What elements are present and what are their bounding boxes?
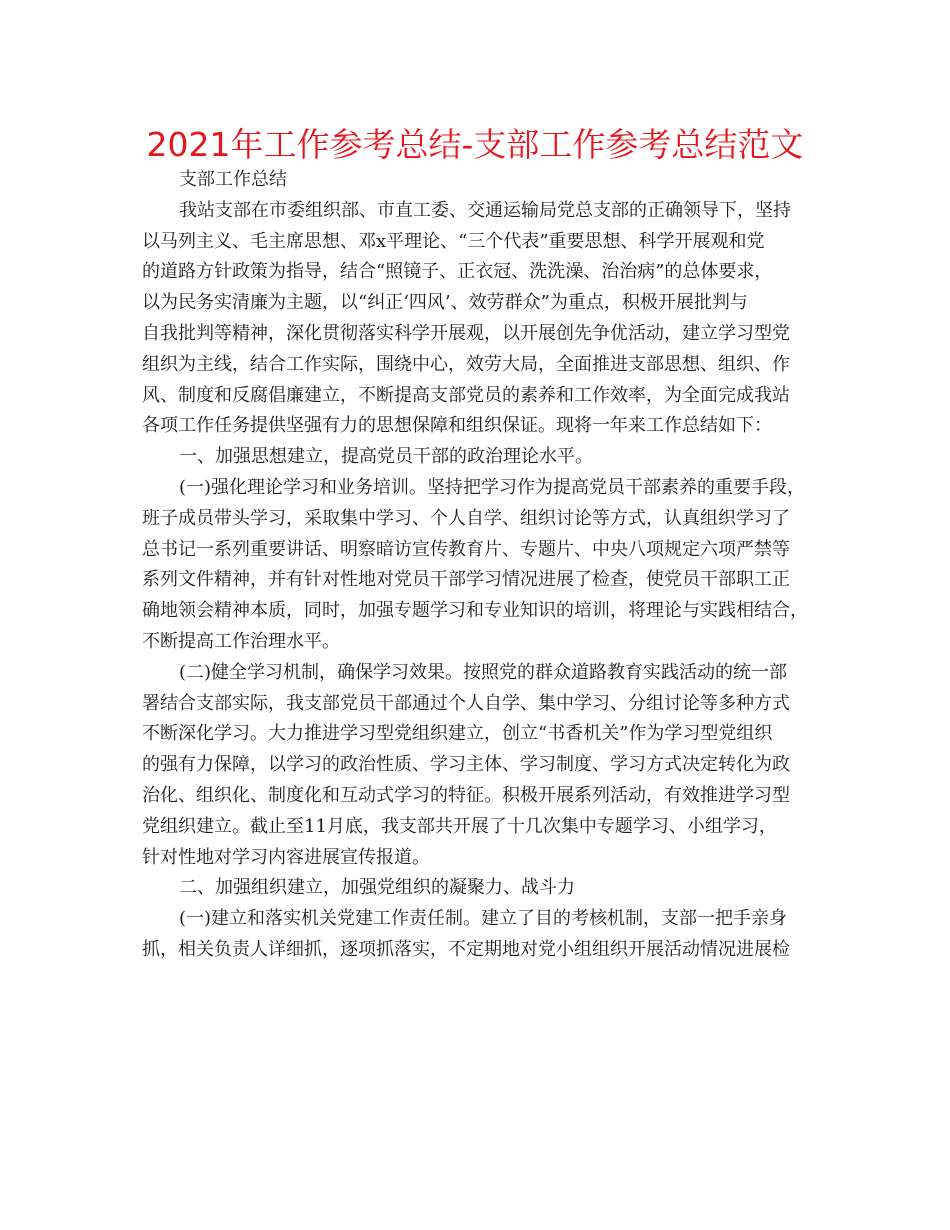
paragraph-line: 不断提高工作治理水平。 — [142, 630, 340, 652]
paragraph-line: 以马列主义、毛主席思想、邓x平理论、“三个代表”重要思想、科学开展观和党 — [142, 230, 765, 252]
document-body — [142, 165, 832, 966]
paragraph-line: 针对性地对学习内容进展宣传报道。 — [142, 846, 430, 868]
paragraph-line: 不断深化学习。大力推进学习型党组织建立，创立“书香机关”作为学习型党组织 — [142, 723, 773, 745]
paragraph-line: 抓，相关负责人详细抓，逐项抓落实，不定期地对党小组组织开展活动情况进展检 — [142, 938, 790, 960]
paragraph-line: 总书记一系列重要讲话、明察暗访宣传教育片、专题片、中央八项规定六项严禁等 — [142, 538, 790, 560]
paragraph-first-line: (一)强化理论学习和业务培训。坚持把学习作为提高党员干部素养的重要手段， — [179, 476, 806, 498]
paragraph-line: 的道路方针政策为指导，结合“照镜子、正衣冠、洗洗澡、治治病”的总体要求， — [142, 261, 773, 283]
paragraph-first-line: 我站支部在市委组织部、市直工委、交通运输局党总支部的正确领导下，坚持 — [179, 199, 791, 221]
paragraph-line: 治化、组织化、制度化和互动式学习的特征。积极开展系列活动，有效推进学习型 — [142, 784, 790, 806]
paragraph-line: 以为民务实清廉为主题，以“纠正‘四风’、效劳群众”为重点，积极开展批判与 — [142, 292, 748, 314]
paragraph-line: 的强有力保障，以学习的政治性质、学习主体、学习制度、学习方式决定转化为政 — [142, 754, 790, 776]
paragraph-first-line: (一)建立和落实机关党建工作责任制。建立了目的考核机制，支部一把手亲身 — [179, 908, 788, 930]
paragraph-first-line: 二、加强组织建立，加强党组织的凝聚力、战斗力 — [179, 877, 575, 899]
paragraph-line: 确地领会精神本质，同时，加强专题学习和专业知识的培训，将理论与实践相结合， — [142, 600, 808, 622]
paragraph-first-line: 支部工作总结 — [179, 169, 287, 190]
paragraph-line: 自我批判等精神，深化贯彻落实科学开展观，以开展创先争优活动，建立学习型党 — [142, 322, 790, 344]
paragraph-line: 班子成员带头学习，采取集中学习、个人自学、组织讨论等方式，认真组织学习了 — [142, 507, 790, 529]
paragraph-first-line: 一、加强思想建立，提高党员干部的政治理论水平。 — [179, 446, 593, 468]
paragraph-first-line: (二)健全学习机制，确保学习效果。按照党的群众道路教育实践活动的统一部 — [179, 661, 788, 683]
document-title: 2021年工作参考总结-支部工作参考总结范文 — [146, 125, 804, 164]
paragraph-line: 各项工作任务提供坚强有力的思想保障和组织保证。现将一年来工作总结如下： — [142, 415, 772, 437]
paragraph-line: 党组织建立。截止至11月底，我支部共开展了十几次集中专题学习、小组学习， — [142, 815, 777, 837]
paragraph-line: 署结合支部实际，我支部党员干部通过个人自学、集中学习、分组讨论等多种方式 — [142, 692, 790, 714]
paragraph-line: 风、制度和反腐倡廉建立，不断提高支部党员的素养和工作效率，为全面完成我站 — [142, 384, 790, 406]
paragraph-line: 系列文件精神，并有针对性地对党员干部学习情况进展了检查，使党员干部职工正 — [142, 569, 790, 591]
paragraph-line: 组织为主线，结合工作实际，围绕中心，效劳大局，全面推进支部思想、组织、作 — [142, 353, 790, 375]
